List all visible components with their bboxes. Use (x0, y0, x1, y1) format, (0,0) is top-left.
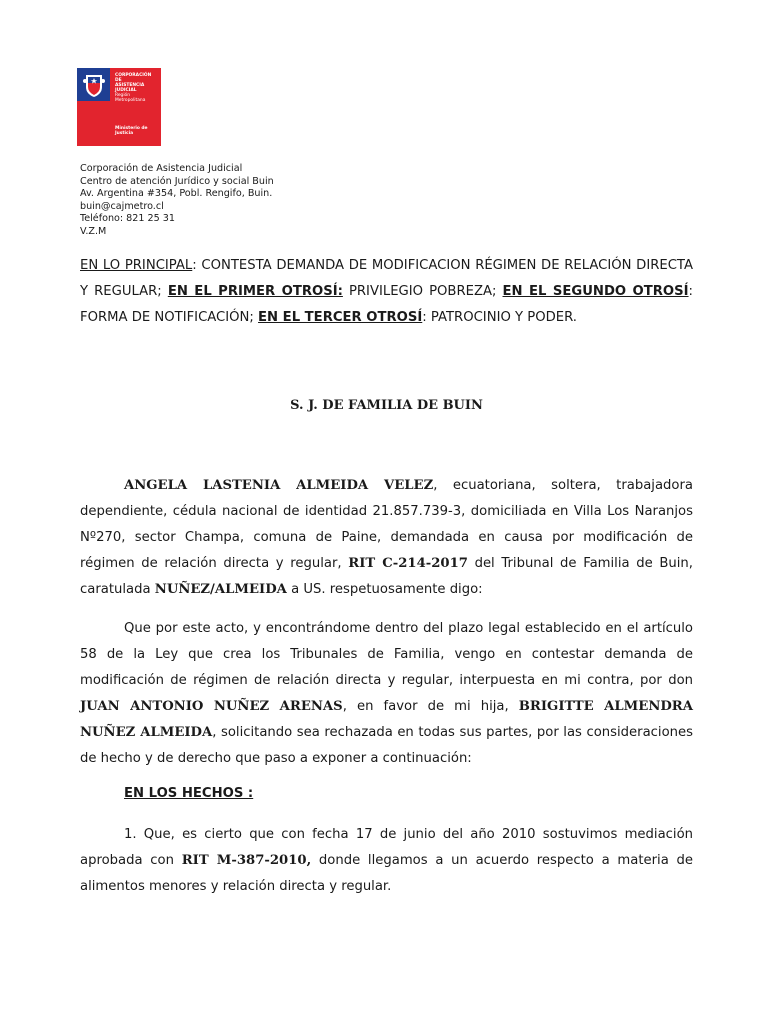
summary-paragraph (80, 253, 693, 331)
defendant-name: ANGELA LASTENIA ALMEIDA VELEZ (124, 478, 434, 493)
contact-phone: Teléfono: 821 25 31 (80, 213, 176, 225)
intro-paragraph (80, 473, 693, 603)
intro-text-3: a US. respetuosamente digo: (286, 582, 483, 597)
institution-logo (77, 68, 161, 146)
summary-second-otrosi-label: EN EL SEGUNDO OTROSÍ (502, 284, 689, 299)
fact-1-text-1: 1. Que, es cierto que con fecha 17 de junio del año 2010 sostuvimos mediación aprobada con (80, 827, 693, 868)
logo-ministry-line: Ministerio de (115, 126, 148, 131)
coat-of-arms-icon (82, 71, 106, 98)
daughter-name: BRIGITTE ALMENDRA NUÑEZ ALMEIDA (80, 699, 694, 740)
contact-center: Centro de atención Jurídico y social Buin (80, 175, 274, 187)
contact-org: Corporación de Asistencia Judicial (80, 163, 243, 174)
response-paragraph (80, 616, 693, 772)
contact-block (80, 163, 274, 239)
summary-principal-text: : CONTESTA DEMANDA DE MODIFICACION RÉGIMEN DE RELACIÓN DIRECTA Y REGULAR; (80, 258, 693, 299)
logo-org-line: ASISTENCIA (115, 83, 145, 88)
summary-third-otrosi-label: EN EL TERCER OTROSÍ (258, 310, 423, 325)
fact-1-text-2: donde llegamos a un acuerdo respecto a materia de alimentos menores y relación directa y regular. (80, 853, 694, 894)
summary-third-otrosi-text: : PATROCINIO Y PODER. (422, 310, 577, 325)
response-text-1: Que por este acto, y encontrándome dentro del plazo legal establecido en el artículo 58 de la Ley que crea los Tribunales de Familia, vengo en contestar demanda de modificación de régimen de relación directa y regular, interpuesta en mi contra, por don (80, 621, 693, 688)
intro-text-2: del Tribunal de Familia de Buin, caratulada (80, 556, 693, 597)
fact-1-paragraph (80, 822, 693, 900)
logo-ministry-line: Justicia (115, 131, 134, 136)
summary-first-otrosi-label: EN EL PRIMER OTROSÍ: (167, 284, 343, 299)
facts-heading: EN LOS HECHOS : (124, 786, 254, 801)
response-text-3: , solicitando sea rechazada en todas sus partes, por las consideraciones de hecho y de derecho que paso a exponer a continuación: (80, 725, 693, 766)
logo-red-block-left (77, 101, 110, 146)
intro-text-1: , ecuatoriana, soltera, trabajadora dependiente, cédula nacional de identidad 21.857.739-3, domiciliada en Villa Los Naranjos Nº270, sector Champa, comuna de Paine, demandada en causa por modificación de régimen de relación directa y regular, (80, 478, 693, 571)
logo-org-text (115, 73, 157, 103)
court-heading: S. J. DE FAMILIA DE BUIN (290, 398, 483, 413)
logo-org-line: CORPORACIÓN DE (115, 73, 152, 83)
summary-second-otrosi-text: : FORMA DE NOTIFICACIÓN; (80, 284, 693, 325)
case-caption: NUÑEZ/ALMEIDA (154, 582, 287, 597)
contact-address: Av. Argentina #354, Pobl. Rengifo, Buin. (80, 188, 273, 200)
case-rit: RIT C-214-2017 (348, 556, 468, 571)
mediation-rit: RIT M-387-2010, (181, 853, 312, 868)
response-text-2: , en favor de mi hija, (342, 699, 519, 714)
logo-org-line: Región Metropolitana (115, 93, 146, 103)
contact-initials: V.Z.M (80, 225, 107, 237)
logo-org-line: JUDICIAL (115, 88, 137, 93)
summary-first-otrosi-text: PRIVILEGIO POBREZA; (342, 284, 503, 299)
logo-ministry-text (115, 126, 155, 136)
plaintiff-name: JUAN ANTONIO NUÑEZ ARENAS (80, 699, 343, 714)
contact-email: buin@cajmetro.cl (80, 200, 164, 212)
summary-principal-label: EN LO PRINCIPAL (80, 258, 193, 273)
